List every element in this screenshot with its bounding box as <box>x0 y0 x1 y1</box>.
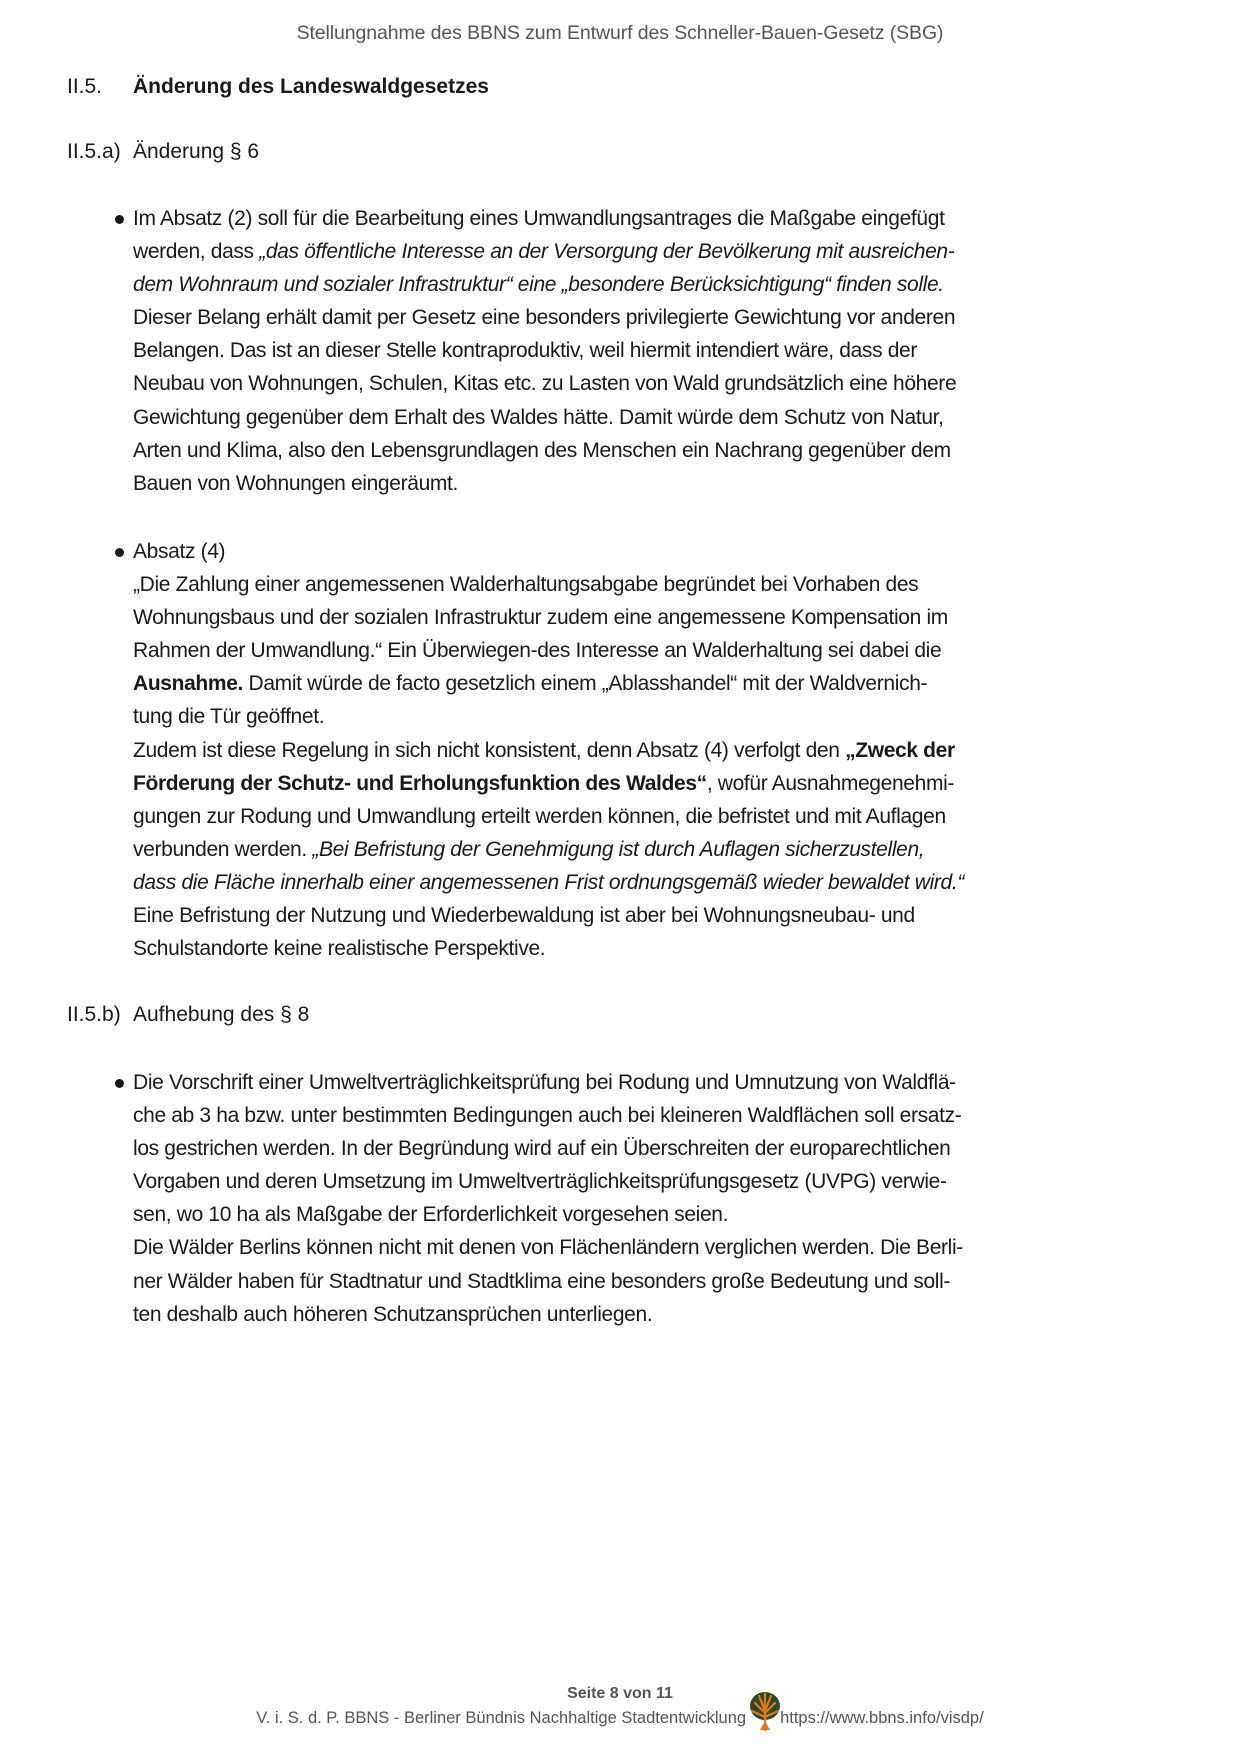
text-line <box>133 1231 1142 1264</box>
text-line <box>133 268 1142 301</box>
text-line <box>133 367 1142 400</box>
body-text: werden, dass <box>133 240 260 264</box>
body-text: ner Wälder haben für Stadtnatur und Stadtklima eine besonders große Bedeutung und soll- <box>133 1269 951 1293</box>
text-line <box>133 1165 1142 1198</box>
running-header: Stellungnahme des BBNS zum Entwurf des Schneller-Bauen-Gesetz (SBG) <box>296 22 944 44</box>
text-line <box>133 568 1142 601</box>
body-text: Im Absatz (2) soll für die Bearbeitung eines Umwandlungsantrages die Maßgabe eingefügt <box>133 207 945 230</box>
bullet-item <box>112 202 1142 500</box>
text-line <box>133 667 1142 700</box>
text-line <box>133 334 1142 367</box>
text-line <box>133 401 1142 434</box>
bullet-icon <box>115 215 124 224</box>
body-text: Schulstandorte keine realistische Perspektive. <box>133 937 546 961</box>
bullet-icon <box>115 548 124 557</box>
footer-link[interactable]: https://www.bbns.info/visdp/ <box>780 1709 984 1727</box>
bullet-item <box>112 535 1142 965</box>
body-text: los gestrichen werden. In der Begründung wird auf ein Überschreiten der europarechtlichen <box>133 1137 951 1161</box>
quoted-text: dass die Fläche innerhalb einer angemessenen Frist ordnungsgemäß wieder bewaldet wird.“ <box>133 870 965 894</box>
body-text: sen, wo 10 ha als Maßgabe der Erforderlichkeit vorgesehen seien. <box>133 1203 729 1227</box>
text-line <box>133 1298 1142 1331</box>
body-text: tung die Tür geöffnet. <box>133 705 325 729</box>
body-text: Damit würde de facto gesetzlich einem „Ablasshandel“ mit der Waldvernich- <box>243 672 928 696</box>
body-text: , wofür Ausnahmegenehmi- <box>706 771 955 795</box>
text-line <box>133 1198 1142 1231</box>
text-line <box>133 800 1142 833</box>
body-text: Wohnungsbaus und der sozialen Infrastruktur zudem eine angemessene Kompensation im <box>133 606 948 630</box>
text-line <box>133 235 1142 268</box>
bullet-text <box>133 535 1142 965</box>
text-line <box>133 467 1142 500</box>
body-text: verbunden werden. <box>133 837 313 861</box>
text-line <box>133 932 1142 965</box>
body-text: gungen zur Rodung und Umwandlung erteilt werden können, die befristet und mit Auflagen <box>133 804 946 828</box>
text-line <box>133 1066 1142 1099</box>
text-line <box>133 734 1142 767</box>
bullet-text <box>133 1066 1142 1331</box>
text-line <box>133 866 1142 899</box>
tree-logo-icon <box>748 1691 782 1731</box>
body-text: ten deshalb auch höheren Schutzansprüchen unterliegen. <box>133 1302 653 1326</box>
text-line <box>133 899 1142 932</box>
section-heading <box>67 70 489 103</box>
page-footer <box>0 1683 1240 1731</box>
text-line <box>133 1099 1142 1132</box>
subsection-number: II.5.a) <box>67 140 121 163</box>
body-text: Die Wälder Berlins können nicht mit denen von Flächenländern verglichen werden. Die Berli- <box>133 1236 963 1260</box>
text-line <box>133 1132 1142 1165</box>
text-line <box>133 535 1142 568</box>
quoted-text: dem Wohnraum und sozialer Infrastruktur“ eine „besondere Berücksichtigung“ finden solle. <box>133 273 944 297</box>
body-text: Bauen von Wohnungen eingeräumt. <box>133 471 459 495</box>
text-line <box>133 634 1142 667</box>
body-text: Arten und Klima, also den Lebensgrundlagen des Menschen ein Nachrang gegenüber dem <box>133 438 951 462</box>
body-text: Die Vorschrift einer Umweltverträglichkeitsprüfung bei Rodung und Umnutzung von Waldflä- <box>133 1071 956 1094</box>
body-text: Zudem ist diese Regelung in sich nicht konsistent, denn Absatz (4) verfolgt den <box>133 738 846 762</box>
text-line <box>133 767 1142 800</box>
subsection-title: Änderung § 6 <box>133 140 260 163</box>
text-line <box>133 202 1142 235</box>
body-text: „Die Zahlung einer angemessenen Walderhaltungsabgabe begründet bei Vorhaben des <box>133 573 919 597</box>
section-number: II.5. <box>67 75 103 98</box>
quoted-text: „das öffentliche Interesse an der Versorgung der Bevölkerung mit ausreichen- <box>259 240 955 264</box>
body-text: Gewichtung gegenüber dem Erhalt des Waldes hätte. Damit würde dem Schutz von Natur, <box>133 405 944 429</box>
subsection-heading-b <box>67 998 309 1031</box>
subsection-number: II.5.b) <box>67 1003 121 1026</box>
footer-credit <box>0 1705 1240 1731</box>
body-text: Absatz (4) <box>133 540 226 563</box>
emphasis-text: Ausnahme. <box>133 672 244 696</box>
publisher-credit: V. i. S. d. P. BBNS - Berliner Bündnis Nachhaltige Stadtentwicklung <box>256 1709 747 1727</box>
text-line <box>133 700 1142 733</box>
text-line <box>133 301 1142 334</box>
body-text: che ab 3 ha bzw. unter bestimmten Bedingungen auch bei kleineren Waldflächen soll ersatz- <box>133 1104 962 1128</box>
body-text: Dieser Belang erhält damit per Gesetz eine besonders privilegierte Gewichtung vor anderen <box>133 306 956 330</box>
body-text: Neubau von Wohnungen, Schulen, Kitas etc. zu Lasten von Wald grundsätzlich eine höhere <box>133 372 957 396</box>
page-number: Seite 8 von 11 <box>567 1685 673 1702</box>
bullet-item <box>112 1066 1142 1331</box>
text-line <box>133 434 1142 467</box>
body-text: Rahmen der Umwandlung.“ Ein Überwiegen-des Interesse an Walderhaltung sei dabei die <box>133 639 942 663</box>
body-text: Eine Befristung der Nutzung und Wiederbewaldung ist aber bei Wohnungsneubau- und <box>133 904 915 928</box>
emphasis-text: Förderung der Schutz- und Erholungsfunktion des Waldes“ <box>133 771 707 795</box>
subsection-heading-a <box>67 135 259 168</box>
subsection-title: Aufhebung des § 8 <box>133 1003 310 1026</box>
section-title: Änderung des Landeswaldgesetzes <box>133 75 489 98</box>
body-text: Belangen. Das ist an dieser Stelle kontraproduktiv, weil hiermit intendiert wäre, dass der <box>133 339 918 363</box>
body-text: Vorgaben und deren Umsetzung im Umweltverträglichkeitsprüfungsgesetz (UVPG) verwie- <box>133 1170 947 1194</box>
quoted-text: „Bei Befristung der Genehmigung ist durch Auflagen sicherzustellen, <box>312 837 925 861</box>
bullet-icon <box>115 1079 124 1088</box>
text-line <box>133 601 1142 634</box>
bullet-text <box>133 202 1142 500</box>
text-line <box>133 1265 1142 1298</box>
emphasis-text: „Zweck der <box>845 738 955 762</box>
text-line <box>133 833 1142 866</box>
